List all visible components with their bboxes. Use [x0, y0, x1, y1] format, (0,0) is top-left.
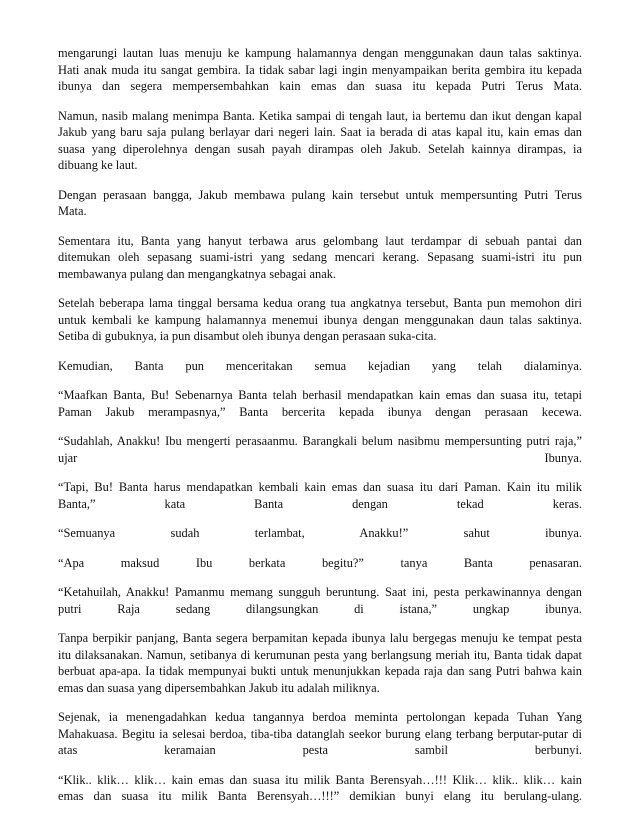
text-line: putri Raja sedang dilangsungkan di istana,” ungkap ibunya.	[58, 601, 582, 616]
paragraph	[58, 187, 582, 220]
text-line: “Sudahlah, Anakku! Ibu mengerti perasaanmu. Barangkali belum nasibmu mempersunting putri raja,”	[58, 434, 582, 448]
text-line: berbuat apa-apa. Ia tidak mempunyai bukti untuk menunjukkan kepada raja dan sang Putri bahwa kain	[58, 664, 582, 678]
text-line: Banta,” kata Banta dengan tekad keras.	[58, 496, 582, 511]
text-line: Tanpa berpikir panjang, Banta segera berpamitan kepada ibunya lalu bergegas menuju ke tempat pesta	[58, 631, 582, 645]
text-line: suasa yang diperolehnya dengan susah payah dirampas oleh Jakub. Setelah kainnya dirampas, ia	[58, 141, 582, 156]
paragraph	[58, 555, 582, 572]
paragraph	[58, 45, 582, 95]
paragraph	[58, 358, 582, 375]
paragraph	[58, 295, 582, 345]
paragraph	[58, 387, 582, 420]
text-line: untuk kembali ke kampung halamannya menemui ibunya dengan menggunakan daun talas saktinya.	[58, 312, 582, 327]
text-line: ditemukan oleh sepasang suami-istri yang sedang mencari kerang. Sepasang suami-istri itu pun	[58, 250, 582, 264]
text-line: “Maafkan Banta, Bu! Sebenarnya Banta telah berhasil mendapatkan kain emas dan suasa itu, tetapi	[58, 388, 582, 402]
text-line: itu dilaksanakan. Namun, setibanya di kerumunan pesta yang berlangsung meriah itu, Banta tidak dapat	[58, 647, 582, 662]
paragraph	[58, 772, 582, 805]
text-line: atas keramaian pesta sambil berbunyi.	[58, 743, 582, 757]
paragraph	[58, 479, 582, 512]
text-line: ujar Ibunya.	[58, 450, 582, 465]
text-line: “Klik.. klik… klik… kain emas dan suasa itu milik Banta Berensyah…!!! Klik… klik.. klik… kain	[58, 772, 582, 787]
document-page	[58, 45, 582, 805]
text-line: dibuang ke laut.	[58, 158, 138, 172]
text-line: Paman Jakub merampasnya,” Banta bercerita kepada ibunya dengan perasaan kecewa.	[58, 404, 582, 419]
text-line: emas dan suasa yang dipersembahkan Jakub itu adalah miliknya.	[58, 680, 380, 695]
text-line: “Apa maksud Ibu berkata begitu?” tanya Banta penasaran.	[58, 555, 582, 570]
text-line: membawanya pulang dan mengangkatnya sebagai anak.	[58, 266, 336, 281]
paragraph	[58, 525, 582, 542]
text-line: “Ketahuilah, Anakku! Pamanmu memang sungguh beruntung. Saat ini, pesta perkawinannya dengan	[58, 585, 582, 599]
text-line: Jakub yang baru saja pulang berlayar dari negeri lain. Saat ia berada di atas kapal itu, kain emas dan	[58, 125, 582, 139]
text-line: Sementara itu, Banta yang hanyut terbawa arus gelombang laut terdampar di sebuah pantai dan	[58, 233, 582, 248]
text-line: Dengan perasaan bangga, Jakub membawa pulang kain tersebut untuk mempersunting Putri Terus	[58, 187, 582, 202]
text-line: Mata.	[58, 204, 87, 218]
text-line: mengarungi lautan luas menuju ke kampung halamannya dengan menggunakan daun talas saktinya.	[58, 46, 582, 60]
paragraph	[58, 584, 582, 617]
text-line: Mahakuasa. Begitu ia selesai berdoa, tiba-tiba datanglah seekor burung elang terbang berputar-putar di	[58, 726, 582, 741]
paragraph	[58, 233, 582, 283]
text-line: Namun, nasib malang menimpa Banta. Ketika sampai di tengah laut, ia bertemu dan ikut dengan kapal	[58, 108, 582, 123]
text-line: Setelah beberapa lama tinggal bersama kedua orang tua angkatnya tersebut, Banta pun memohon diri	[58, 296, 582, 310]
text-line: emas dan suasa itu milik Banta Berensyah…!!!” demikian bunyi elang itu berulang-ulang.	[58, 789, 582, 803]
text-line: Sejenak, ia menengadahkan kedua tangannya berdoa meminta pertolongan kepada Tuhan Yang	[58, 710, 582, 724]
text-line: “Tapi, Bu! Banta harus mendapatkan kembali kain emas dan suasa itu dari Paman. Kain itu milik	[58, 480, 582, 494]
paragraph	[58, 433, 582, 466]
paragraph	[58, 108, 582, 174]
text-line: “Semuanya sudah terlambat, Anakku!” sahut ibunya.	[58, 526, 582, 540]
text-line: Hati anak muda itu sangat gembira. Ia tidak sabar lagi ingin menyampaikan berita gembira itu kepada	[58, 62, 582, 77]
text-line: ibunya dan segera mempersembahkan kain emas dan suasa itu kepada Putri Terus Mata.	[58, 79, 582, 93]
text-line: Kemudian, Banta pun menceritakan semua kejadian yang telah dialaminya.	[58, 358, 582, 373]
paragraph	[58, 709, 582, 759]
text-line: Setiba di gubuknya, ia pun disambut oleh ibunya dengan perasaan suka-cita.	[58, 329, 437, 343]
paragraph	[58, 630, 582, 696]
